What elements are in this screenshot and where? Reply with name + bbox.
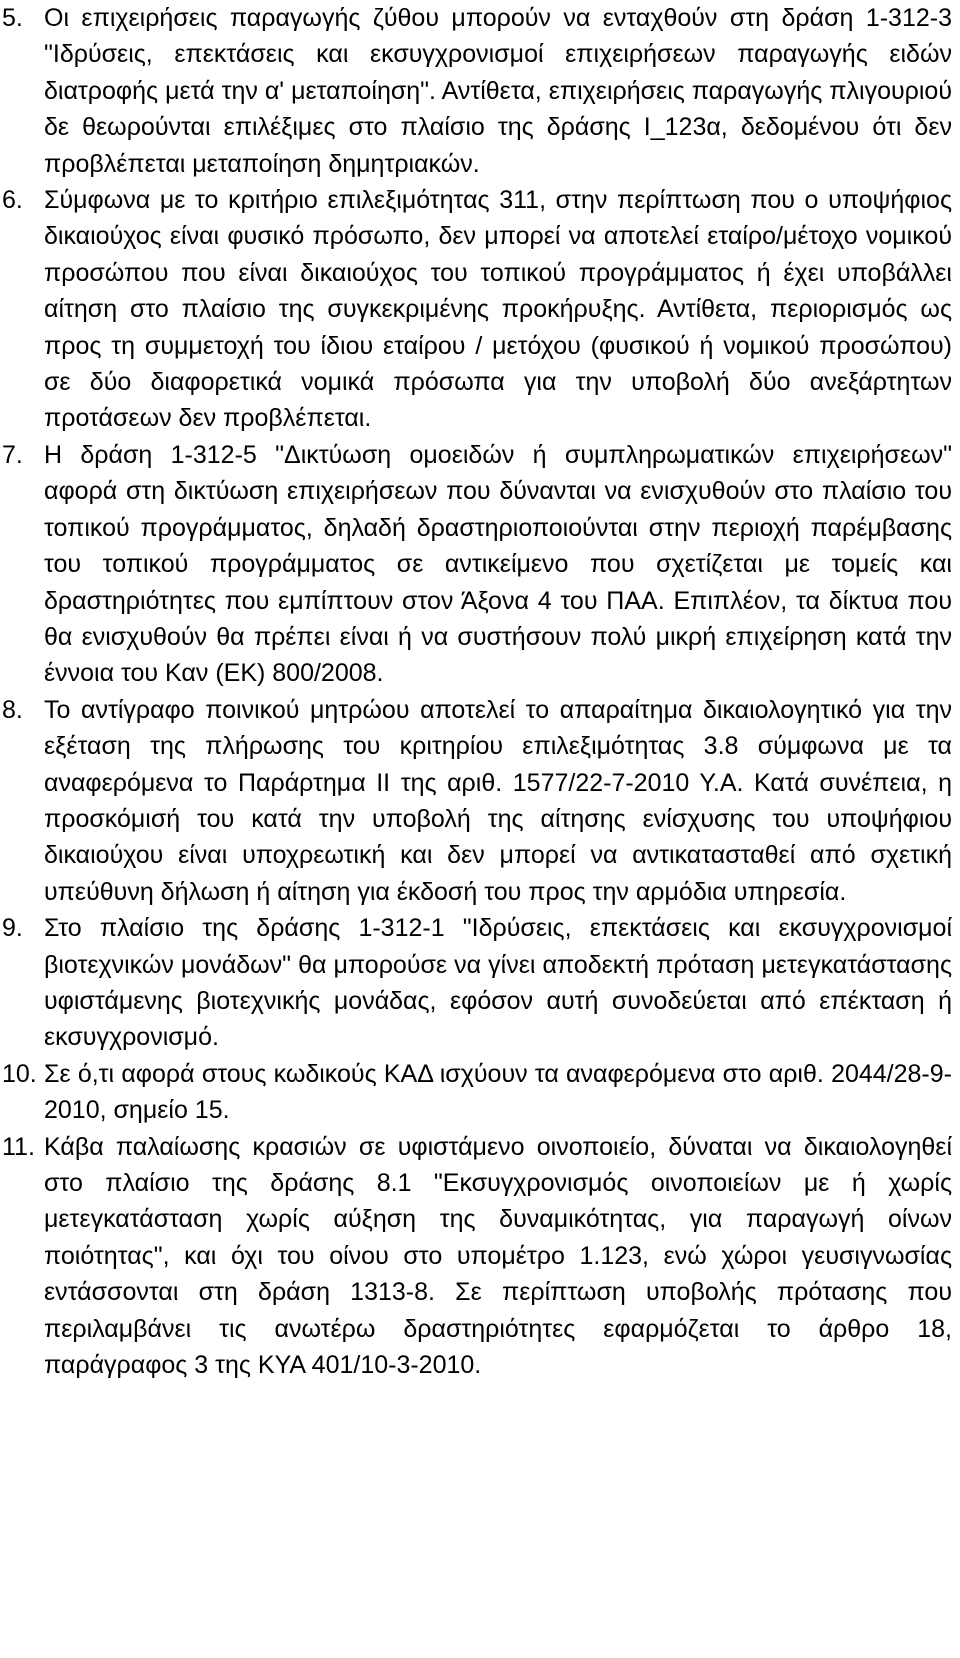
item-text: Σύμφωνα με το κριτήριο επιλεξιμότητας 311, στην περίπτωση που ο υποψήφιος δικαιούχος είναι φυσικό πρόσωπο, δεν μπορεί να αποτελεί εταίρο/μέτοχο νομικού προσώπου που είναι δικαιούχος του τοπικού προγράμματος ή έχει υποβάλλει αίτηση στο πλαίσιο της συγκεκριμένης προκήρυξης. Αντίθετα, περιορισμός ως προς τη συμμετοχή του ίδιου εταίρου / μετόχου (φυσικού ή νομικού προσώπου) σε δύο διαφορετικά νομικά πρόσωπα για την υποβολή δύο ανεξάρτητων προτάσεων δεν προβλέπεται. (44, 186, 952, 433)
item-number: 7. (2, 440, 23, 469)
list-item (0, 182, 960, 437)
item-number: 11. (2, 1132, 35, 1161)
list-item (0, 437, 960, 692)
item-number: 8. (2, 695, 23, 724)
item-number: 10. (2, 1059, 37, 1088)
item-text: Κάβα παλαίωσης κρασιών σε υφιστάμενο οινοποιείο, δύναται να δικαιολογηθεί στο πλαίσιο της δράσης 8.1 "Εκσυγχρονισμός οινοποιείων με ή χωρίς μετεγκατάσταση χωρίς αύξηση της δυναμικότητας, για παραγωγή οίνων ποιότητας", και όχι του οίνου στο υπομέτρο 1.123, ενώ χώροι γευσιγνωσίας εντάσσονται στη δράση 1313-8. Σε περίπτωση υποβολής πρότασης που περιλαμβάνει τις ανωτέρω δραστηριότητες εφαρμόζεται το άρθρο 18, παράγραφος 3 της ΚΥΑ 401/10-3-2010. (44, 1132, 952, 1380)
item-text: Σε ό,τι αφορά στους κωδικούς ΚΑΔ ισχύουν τα αναφερόμενα στο αριθ. 2044/28-9-2010, σημείο 15. (44, 1059, 952, 1125)
list-item (0, 1129, 960, 1384)
list-item (0, 1056, 960, 1129)
item-number: 6. (2, 186, 23, 215)
item-number: 9. (2, 914, 23, 943)
item-text: Η δράση 1-312-5 "Δικτύωση ομοειδών ή συμπληρωματικών επιχειρήσεων" αφορά στη δικτύωση επιχειρήσεων που δύνανται να ενισχυθούν στο πλαίσιο του τοπικού προγράμματος, δηλαδή δραστηριοποιούνται στην περιοχή παρέμβασης του τοπικού προγράμματος σε αντικείμενο που σχετίζεται με τομείς και δραστηριότητες που εμπίπτουν στον Άξονα 4 του ΠΑΑ. Επιπλέον, τα δίκτυα που θα ενισχυθούν θα πρέπει είναι ή να συστήσουν πολύ μικρή επιχείρηση κατά την έννοια του Καν (ΕΚ) 800/2008. (44, 440, 952, 688)
list-item (0, 0, 960, 182)
item-number: 5. (2, 4, 23, 32)
item-text: Οι επιχειρήσεις παραγωγής ζύθου μπορούν να ενταχθούν στη δράση 1-312-3 "Ιδρύσεις, επεκτάσεις και εκσυγχρονισμοί επιχειρήσεων παραγωγής ειδών διατροφής μετά την α' μεταποίηση". Αντίθετα, επιχειρήσεις παραγωγής πλιγουριού δε θεωρούνται επιλέξιμες στο πλαίσιο της δράσης Ι_123α, δεδομένου ότι δεν προβλέπεται μεταποίηση δημητριακών. (44, 4, 952, 178)
item-text: Το αντίγραφο ποινικού μητρώου αποτελεί το απαραίτημα δικαιολογητικό για την εξέταση της πλήρωσης του κριτηρίου επιλεξιμότητας 3.8 σύμφωνα με τα αναφερόμενα το Παράρτημα ΙΙ της αριθ. 1577/22-7-2010 Υ.Α. Κατά συνέπεια, η προσκόμισή του κατά την υποβολή της αίτησης ενίσχυσης του υποψήφιου δικαιούχου είναι υποχρεωτική και δεν μπορεί να αντικατασταθεί από σχετική υπεύθυνη δήλωση ή αίτηση για έκδοσή του προς την αρμόδια υπηρεσία. (44, 695, 952, 906)
item-text: Στο πλαίσιο της δράσης 1-312-1 "Ιδρύσεις, επεκτάσεις και εκσυγχρονισμοί βιοτεχνικών μονάδων" θα μπορούσε να γίνει αποδεκτή πρόταση μετεγκατάστασης υφιστάμενης βιοτεχνικής μονάδας, εφόσον αυτή συνοδεύεται από επέκταση ή εκσυγχρονισμό. (44, 914, 952, 1052)
list-item (0, 910, 960, 1056)
list-item (0, 692, 960, 910)
